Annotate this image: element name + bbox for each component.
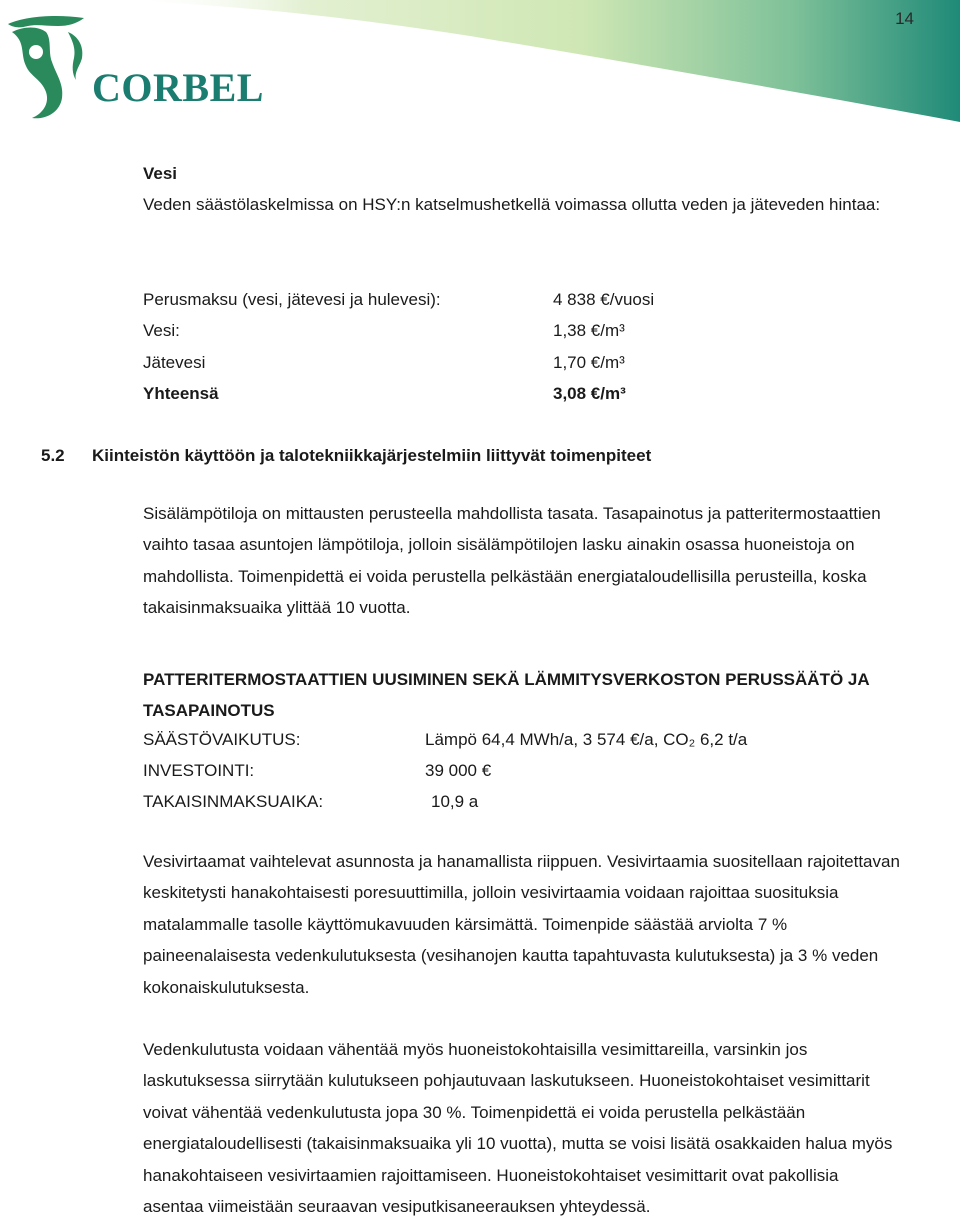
- price-value: 3,08 €/m³: [553, 384, 626, 403]
- page-number: 14: [895, 9, 914, 28]
- measure-title: PATTERITERMOSTAATTIEN UUSIMINEN SEKÄ LÄMMITYSVERKOSTON PERUSSÄÄTÖ JA TASAPAINOTUS: [143, 670, 869, 721]
- price-value: 1,38 €/m³: [553, 321, 625, 340]
- price-label: Vesi:: [143, 321, 180, 340]
- metering-paragraph: Vedenkulutusta voidaan vähentää myös huoneistokohtaisilla vesimittareilla, varsinkin jos laskutuksessa siirrytään kulutukseen pohjautuvaan laskutukseen. Huoneistokohtaiset vesimittarit voivat vähentää vedenkulutusta jopa 30 %. Toimenpidettä ei voida perustella pelkästään energiataloudellisesti (takaisinmaksuaika yli 10 vuotta), mutta se voisi lisätä osakkaiden halua myös hanakohtaiseen vesivirtaamien rajoittamiseen. Huoneistokohtaiset vesimittarit ovat pakollisia asentaa viimeistään seuraavan vesiputkisaneerauksen yhteydessä.: [143, 1040, 893, 1217]
- section-paragraph: Sisälämpötiloja on mittausten perusteella mahdollista tasata. Tasapainotus ja patteritermostaattien vaihto tasaa asuntojen lämpötiloja, jolloin sisälämpötilojen lasku ainakin osassa huoneistoja on mahdollista. Toimenpidettä ei voida perustella pelkästään energiataloudellisilla perusteilla, koska takaisinmaksuaika ylittää 10 vuotta.: [143, 504, 881, 618]
- payback-label: TAKAISINMAKSUAIKA:: [143, 792, 324, 811]
- price-value: 4 838 €/vuosi: [553, 290, 655, 309]
- payback-value: 10,9 a: [431, 792, 479, 811]
- savings-label: SÄÄSTÖVAIKUTUS:: [143, 730, 301, 749]
- price-label: Jätevesi: [143, 353, 206, 372]
- vesi-heading: Vesi: [143, 164, 178, 183]
- price-value: 1,70 €/m³: [553, 353, 625, 372]
- flow-paragraph: Vesivirtaamat vaihtelevat asunnosta ja hanamallista riippuen. Vesivirtaamia suositellaan rajoitettavan keskitetysti hanakohtaisesti poresuuttimilla, jolloin vesivirtaamia voidaan rajoittaa suosituksia matalammalle tasolle käyttömukavuuden kärsimättä. Toimenpide säästää arviolta 7 % paineenalaisesta vedenkulutuksesta (vesihanojen kautta tapahtuvasta kulutuksesta) ja 3 % veden kokonaiskulutuksesta.: [143, 852, 900, 997]
- brand-name: CORBEL: [92, 65, 264, 110]
- section-number: 5.2: [41, 446, 65, 465]
- vesi-intro: Veden säästölaskelmissa on HSY:n katselmushetkellä voimassa ollutta veden ja jäteveden hintaa:: [143, 195, 881, 214]
- section-title: Kiinteistön käyttöön ja talotekniikkajärjestelmiin liittyvät toimenpiteet: [92, 446, 652, 465]
- savings-value: Lämpö 64,4 MWh/a, 3 574 €/a, CO₂ 6,2 t/a: [425, 730, 748, 749]
- price-label: Yhteensä: [143, 384, 219, 403]
- section-heading: [41, 446, 651, 466]
- investment-value: 39 000 €: [425, 761, 492, 780]
- price-label: Perusmaksu (vesi, jätevesi ja hulevesi):: [143, 290, 441, 309]
- investment-label: INVESTOINTI:: [143, 761, 255, 780]
